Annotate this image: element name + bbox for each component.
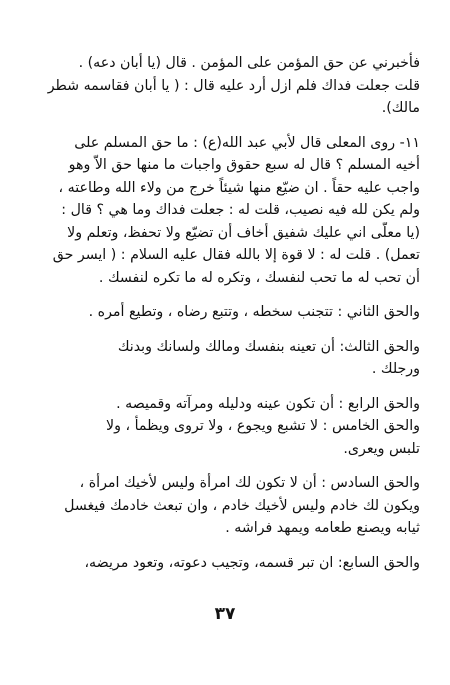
- paragraph-gap: [40, 381, 420, 393]
- text-line: فأخبرني عن حق المؤمن على المؤمن . قال (يا أبان دعه) .: [78, 55, 420, 71]
- text-line: تعمل) . قلت له : لا قوة إلا بالله فقال عليه السلام : ( ايسر حق: [52, 247, 420, 263]
- paragraph-gap: [40, 289, 420, 301]
- paragraph: [40, 472, 420, 540]
- text-line: ويكون لك خادم وليس لأخيك خادم ، وان تبعث خادمك فيغسل: [64, 497, 420, 514]
- paragraph-gap: [40, 460, 420, 472]
- text-line: أن تحب له ما تحب لنفسك ، وتكره له ما تكره لنفسك .: [98, 269, 420, 286]
- text-line: مالك).: [381, 100, 420, 116]
- text-line: واجب عليه حقاً . ان ضيّع منها شيئاً خرج من ولاء الله وطاعته ،: [58, 179, 420, 196]
- text-line: أخيه المسلم ؟ قال له سبع حقوق واجبات ما منها حق الاّ وهو: [68, 157, 420, 173]
- text-line: ١١- روى المعلى قال لأبي عبد الله(ع) : ما حق المسلم على: [74, 134, 420, 151]
- text-line: (يا معلّى اني عليك شفيق أخاف أن تضيّع ولا تحفظ، وتعلم ولا: [67, 224, 420, 241]
- paragraph-gap: [40, 120, 420, 132]
- paragraph-gap: [40, 540, 420, 552]
- paragraph: [40, 552, 420, 575]
- text-line: والحق الخامس : لا تشبع ويجوع ، ولا تروى ويظمأ ، ولا: [106, 418, 420, 434]
- paragraph-gap: [40, 324, 420, 336]
- page-body: [40, 52, 420, 574]
- text-line: قلت جعلت فداك فلم ازل أرد عليه قال : ( يا أبان فقاسمه شطر: [47, 77, 420, 94]
- text-line: والحق الرابع : أن تكون عينه ودليله ومرآته وقميصه .: [116, 395, 420, 412]
- page-number: ٣٧: [214, 604, 236, 624]
- paragraph: [40, 132, 420, 290]
- text-line: والحق السابع: ان تبر قسمه، وتجيب دعوته، وتعود مريضه،: [84, 554, 420, 571]
- text-line: ثيابه ويصنع طعامه ويمهد فراشه .: [225, 520, 420, 536]
- paragraph: [40, 393, 420, 461]
- text-line: والحق الثالث: أن تعينه بنفسك ومالك ولسانك وبدنك: [117, 338, 420, 355]
- paragraph: [40, 336, 420, 381]
- paragraph: [40, 52, 420, 120]
- text-line: ولم يكن لله فيه نصيب، قلت له : جعلت فداك وما هي ؟ قال :: [61, 202, 420, 218]
- text-line: والحق الثاني : تتجنب سخطه ، وتتبع رضاه ، وتطيع أمره .: [88, 304, 420, 320]
- text-line: تلبس ويعرى.: [343, 440, 420, 457]
- paragraph: [40, 301, 420, 324]
- text-line: والحق السادس : أن لا تكون لك امرأة وليس لأخيك امرأة ،: [79, 475, 420, 491]
- text-line: ورجلك .: [371, 361, 420, 377]
